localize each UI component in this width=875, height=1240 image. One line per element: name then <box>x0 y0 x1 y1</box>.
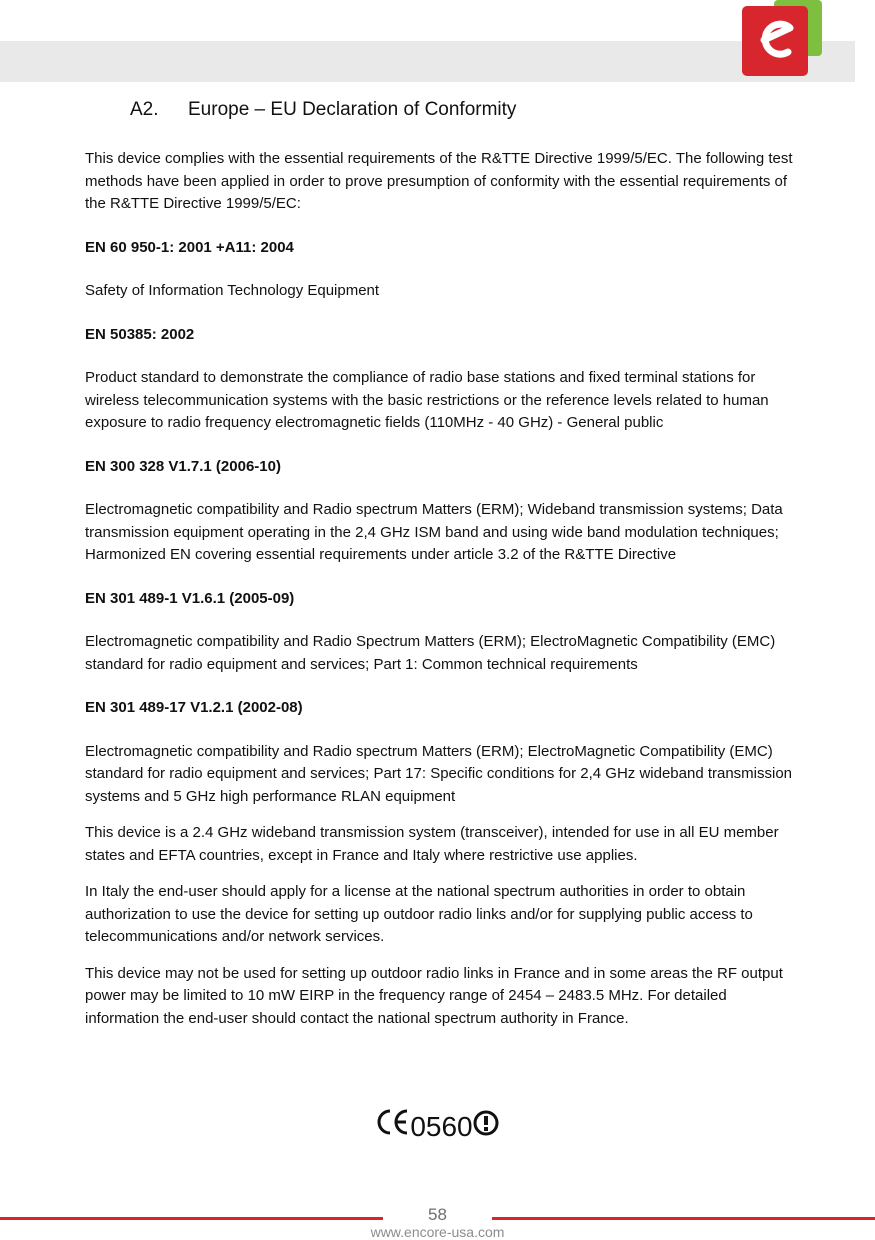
standard-code: EN 300 328 V1.7.1 (2006-10) <box>85 457 281 475</box>
section-title-text: Europe – EU Declaration of Conformity <box>188 99 517 120</box>
usage-paragraph: This device is a 2.4 GHz wideband transmission system (transceiver), intended for use in all EU member states and EFTA countries, except in France and Italy where restrictive use applies. <box>85 824 779 864</box>
compliance-marking <box>0 1105 875 1147</box>
intro-paragraph: This device complies with the essential requirements of the R&TTE Directive 1999/5/EC. The following test methods have been applied in order to prove presumption of conformity with the essential requirements of the R&TTE Directive 1999/5/EC: <box>85 150 793 212</box>
declaration-body <box>85 148 795 1030</box>
alert-class2-icon <box>473 1107 499 1147</box>
footer-url: www.encore-usa.com <box>370 1224 505 1240</box>
standard-description: Electromagnetic compatibility and Radio Spectrum Matters (ERM); ElectroMagnetic Compatibility (EMC) standard for radio equipment and services; Part 1: Common technical requirements <box>85 633 776 673</box>
section-number: A2. <box>130 99 159 120</box>
standard-code: EN 60 950-1: 2001 +A11: 2004 <box>85 238 294 256</box>
page-number: 58 <box>428 1205 447 1224</box>
standard-description: Product standard to demonstrate the compliance of radio base stations and fixed terminal stations for wireless telecommunication systems with the basic restrictions or the reference levels related to human exposure to radio frequency electromagnetic fields (110MHz - 40 GHz) - General public <box>85 369 769 431</box>
standard-description: Safety of Information Technology Equipment <box>85 282 380 299</box>
france-paragraph: This device may not be used for setting up outdoor radio links in France and in some areas the RF output power may be limited to 10 mW EIRP in the frequency range of 2454 – 2483.5 MHz. For detailed information the end-user should contact the national spectrum authority in France. <box>85 964 783 1027</box>
notified-body-number: 0560 <box>410 1110 473 1142</box>
standard-code: EN 50385: 2002 <box>85 325 195 343</box>
section-heading <box>130 99 516 121</box>
ce-mark-icon <box>376 1107 410 1147</box>
standard-description: Electromagnetic compatibility and Radio spectrum Matters (ERM); ElectroMagnetic Compatibility (EMC) standard for radio equipment and services; Part 17: Specific conditions for 2,4 GHz wideband transmission systems and 5 GHz high performance RLAN equipment <box>85 742 793 805</box>
header-band <box>0 41 855 82</box>
encore-logo-icon <box>740 0 826 78</box>
italy-paragraph: In Italy the end-user should apply for a license at the national spectrum authorities in order to obtain authorization to use the device for setting up outdoor radio links and/or for supplying public access to telecommunications and/or network services. <box>85 883 753 945</box>
standard-code: EN 301 489-17 V1.2.1 (2002-08) <box>85 699 303 716</box>
standard-description: Electromagnetic compatibility and Radio spectrum Matters (ERM); Wideband transmission systems; Data transmission equipment operating in the 2,4 GHz ISM band and using wide band modulation techniques; Harmonized EN covering essential requirements under article 3.2 of the R&TTE Directive <box>85 501 783 563</box>
standard-code: EN 301 489-1 V1.6.1 (2005-09) <box>85 589 295 607</box>
